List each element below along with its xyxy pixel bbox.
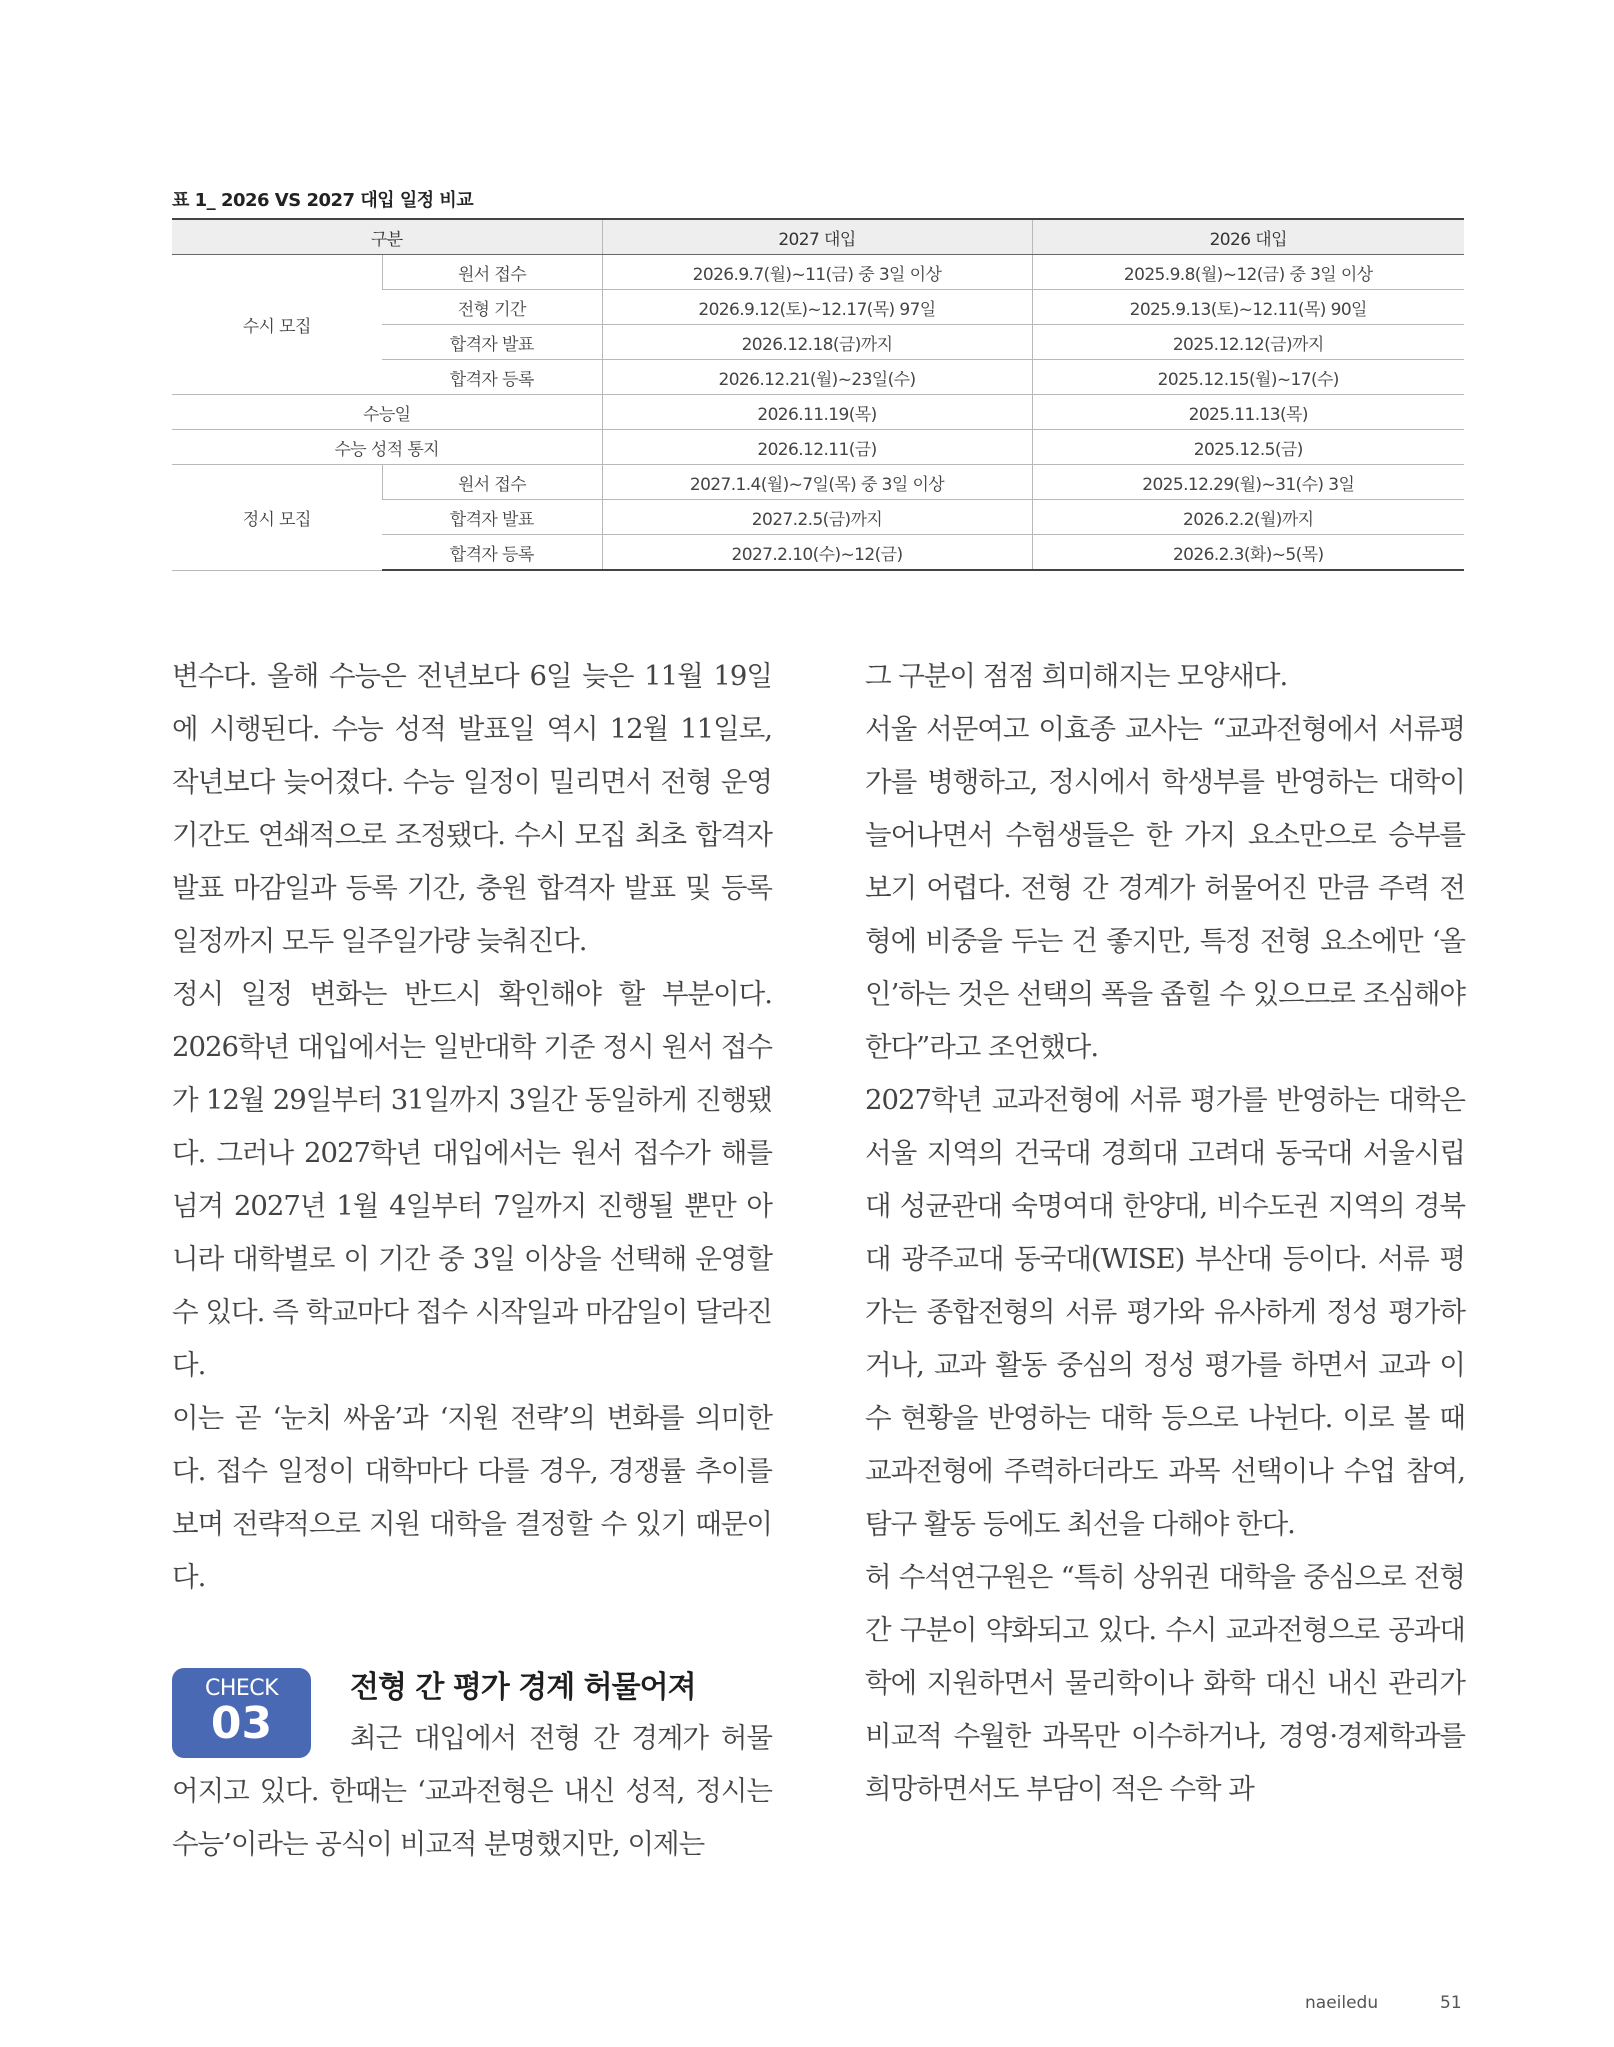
footer-brand: naeiledu bbox=[1305, 1993, 1379, 2013]
page-number: 51 bbox=[1440, 1993, 1462, 2013]
group-score-notice: 수능 성적 통지 bbox=[172, 430, 602, 465]
row-2027: 2027.1.4(월)~7일(목) 중 3일 이상 bbox=[602, 465, 1032, 500]
table-caption: 표 1_ 2026 VS 2027 대입 일정 비교 bbox=[172, 190, 474, 211]
body-paragraph: 변수다. 올해 수능은 전년보다 6일 늦은 11월 19일에 시행된다. 수능 성적 발표일 역시 12월 11일로, 작년보다 늦어졌다. 수능 일정이 밀리면서 전형 운영 기간도 연쇄적으로 조정됐다. 수시 모집 최초 합격자 발표 마감일과 등록 기간, 충원 합격자 발표 및 등록 일정까지 모두 일주일가량 늦춰진다. bbox=[172, 660, 772, 957]
body-paragraph: 2027학년 교과전형에 서류 평가를 반영하는 대학은 서울 지역의 건국대 경희대 고려대 동국대 서울시립대 성균관대 숙명여대 한양대, 비수도권 지역의 경북대 광주교대 동국대(WISE) 부산대 등이다. 서류 평가는 종합전형의 서류 평가와 유사하게 정성 평가하거나, 교과 활동 중심의 정성 평가를 하면서 교과 이수 현황을 반영하는 대학 등으로 나뉜다. 이로 볼 때 교과전형에 주력하더라도 과목 선택이나 수업 참여, 탐구 활동 등에도 최선을 다해야 한다. bbox=[865, 1084, 1465, 1540]
section-heading: 전형 간 평가 경계 허물어져 bbox=[350, 1670, 696, 1705]
row-2027: 2026.11.19(목) bbox=[602, 395, 1032, 430]
right-column bbox=[865, 650, 1465, 1816]
row-2027: 2026.9.7(월)~11(금) 중 3일 이상 bbox=[602, 255, 1032, 290]
table-row bbox=[172, 465, 1464, 500]
check-section-body bbox=[172, 1712, 772, 1871]
row-item: 합격자 발표 bbox=[382, 325, 602, 360]
row-item: 합격자 발표 bbox=[382, 500, 602, 535]
row-2026: 2026.2.3(화)~5(목) bbox=[1032, 535, 1464, 571]
row-2026: 2025.12.12(금)까지 bbox=[1032, 325, 1464, 360]
row-2026: 2025.11.13(목) bbox=[1032, 395, 1464, 430]
row-2026: 2026.2.2(월)까지 bbox=[1032, 500, 1464, 535]
body-paragraph: 최근 대입에서 전형 간 경계가 허물어지고 있다. 한때는 ‘교과전형은 내신 성적, 정시는 수능’이라는 공식이 비교적 분명했지만, 이제는 bbox=[172, 1722, 772, 1860]
body-paragraph: 허 수석연구원은 “특히 상위권 대학을 중심으로 전형 간 구분이 약화되고 있다. 수시 교과전형으로 공과대학에 지원하면서 물리학이나 화학 대신 내신 관리가 비교적 수월한 과목만 이수하거나, 경영·경제학과를 희망하면서도 부담이 적은 수학 과 bbox=[865, 1561, 1465, 1805]
header-2027: 2027 대입 bbox=[602, 219, 1032, 255]
row-2027: 2026.12.21(월)~23일(수) bbox=[602, 360, 1032, 395]
body-paragraph: 정시 일정 변화는 반드시 확인해야 할 부분이다. 2026학년 대입에서는 일반대학 기준 정시 원서 접수가 12월 29일부터 31일까지 3일간 동일하게 진행됐다. 그러나 2027학년 대입에서는 원서 접수가 해를 넘겨 2027년 1월 4일부터 7일까지 진행될 뿐만 아니라 대학별로 이 기간 중 3일 이상을 선택해 운영할 수 있다. 즉 학교마다 접수 시작일과 마감일이 달라진다. bbox=[172, 978, 772, 1381]
row-item: 합격자 등록 bbox=[382, 360, 602, 395]
row-item: 전형 기간 bbox=[382, 290, 602, 325]
left-column bbox=[172, 650, 772, 1604]
row-item: 합격자 등록 bbox=[382, 535, 602, 571]
body-paragraph: 그 구분이 점점 희미해지는 모양새다. bbox=[865, 660, 1288, 692]
row-2027: 2026.9.12(토)~12.17(목) 97일 bbox=[602, 290, 1032, 325]
check-number: 03 bbox=[210, 1698, 273, 1749]
group-suneung-day: 수능일 bbox=[172, 395, 602, 430]
table-row bbox=[172, 255, 1464, 290]
row-2027: 2026.12.11(금) bbox=[602, 430, 1032, 465]
row-2026: 2025.12.15(월)~17(수) bbox=[1032, 360, 1464, 395]
header-2026: 2026 대입 bbox=[1032, 219, 1464, 255]
check-label: CHECK bbox=[204, 1676, 279, 1701]
row-2027: 2027.2.5(금)까지 bbox=[602, 500, 1032, 535]
row-item: 원서 접수 bbox=[382, 465, 602, 500]
group-jeongsi: 정시 모집 bbox=[172, 465, 382, 571]
table-row bbox=[172, 430, 1464, 465]
row-2027: 2027.2.10(수)~12(금) bbox=[602, 535, 1032, 571]
row-2026: 2025.12.5(금) bbox=[1032, 430, 1464, 465]
row-2027: 2026.12.18(금)까지 bbox=[602, 325, 1032, 360]
body-paragraph: 이는 곧 ‘눈치 싸움’과 ‘지원 전략’의 변화를 의미한다. 접수 일정이 대학마다 다를 경우, 경쟁률 추이를 보며 전략적으로 지원 대학을 결정할 수 있기 때문이다. bbox=[172, 1402, 772, 1593]
row-item: 원서 접수 bbox=[382, 255, 602, 290]
group-susi: 수시 모집 bbox=[172, 255, 382, 395]
table-row bbox=[172, 395, 1464, 430]
schedule-comparison-table bbox=[172, 218, 1464, 571]
header-category: 구분 bbox=[172, 219, 602, 255]
row-2026: 2025.9.13(토)~12.11(목) 90일 bbox=[1032, 290, 1464, 325]
row-2026: 2025.12.29(월)~31(수) 3일 bbox=[1032, 465, 1464, 500]
row-2026: 2025.9.8(월)~12(금) 중 3일 이상 bbox=[1032, 255, 1464, 290]
body-paragraph: 서울 서문여고 이효종 교사는 “교과전형에서 서류평가를 병행하고, 정시에서 학생부를 반영하는 대학이 늘어나면서 수험생들은 한 가지 요소만으로 승부를 보기 어렵다. 전형 간 경계가 허물어진 만큼 주력 전형에 비중을 두는 건 좋지만, 특정 전형 요소에만 ‘올인’하는 것은 선택의 폭을 좁힐 수 있으므로 조심해야 한다”라고 조언했다. bbox=[865, 713, 1465, 1063]
table-header-row bbox=[172, 219, 1464, 255]
